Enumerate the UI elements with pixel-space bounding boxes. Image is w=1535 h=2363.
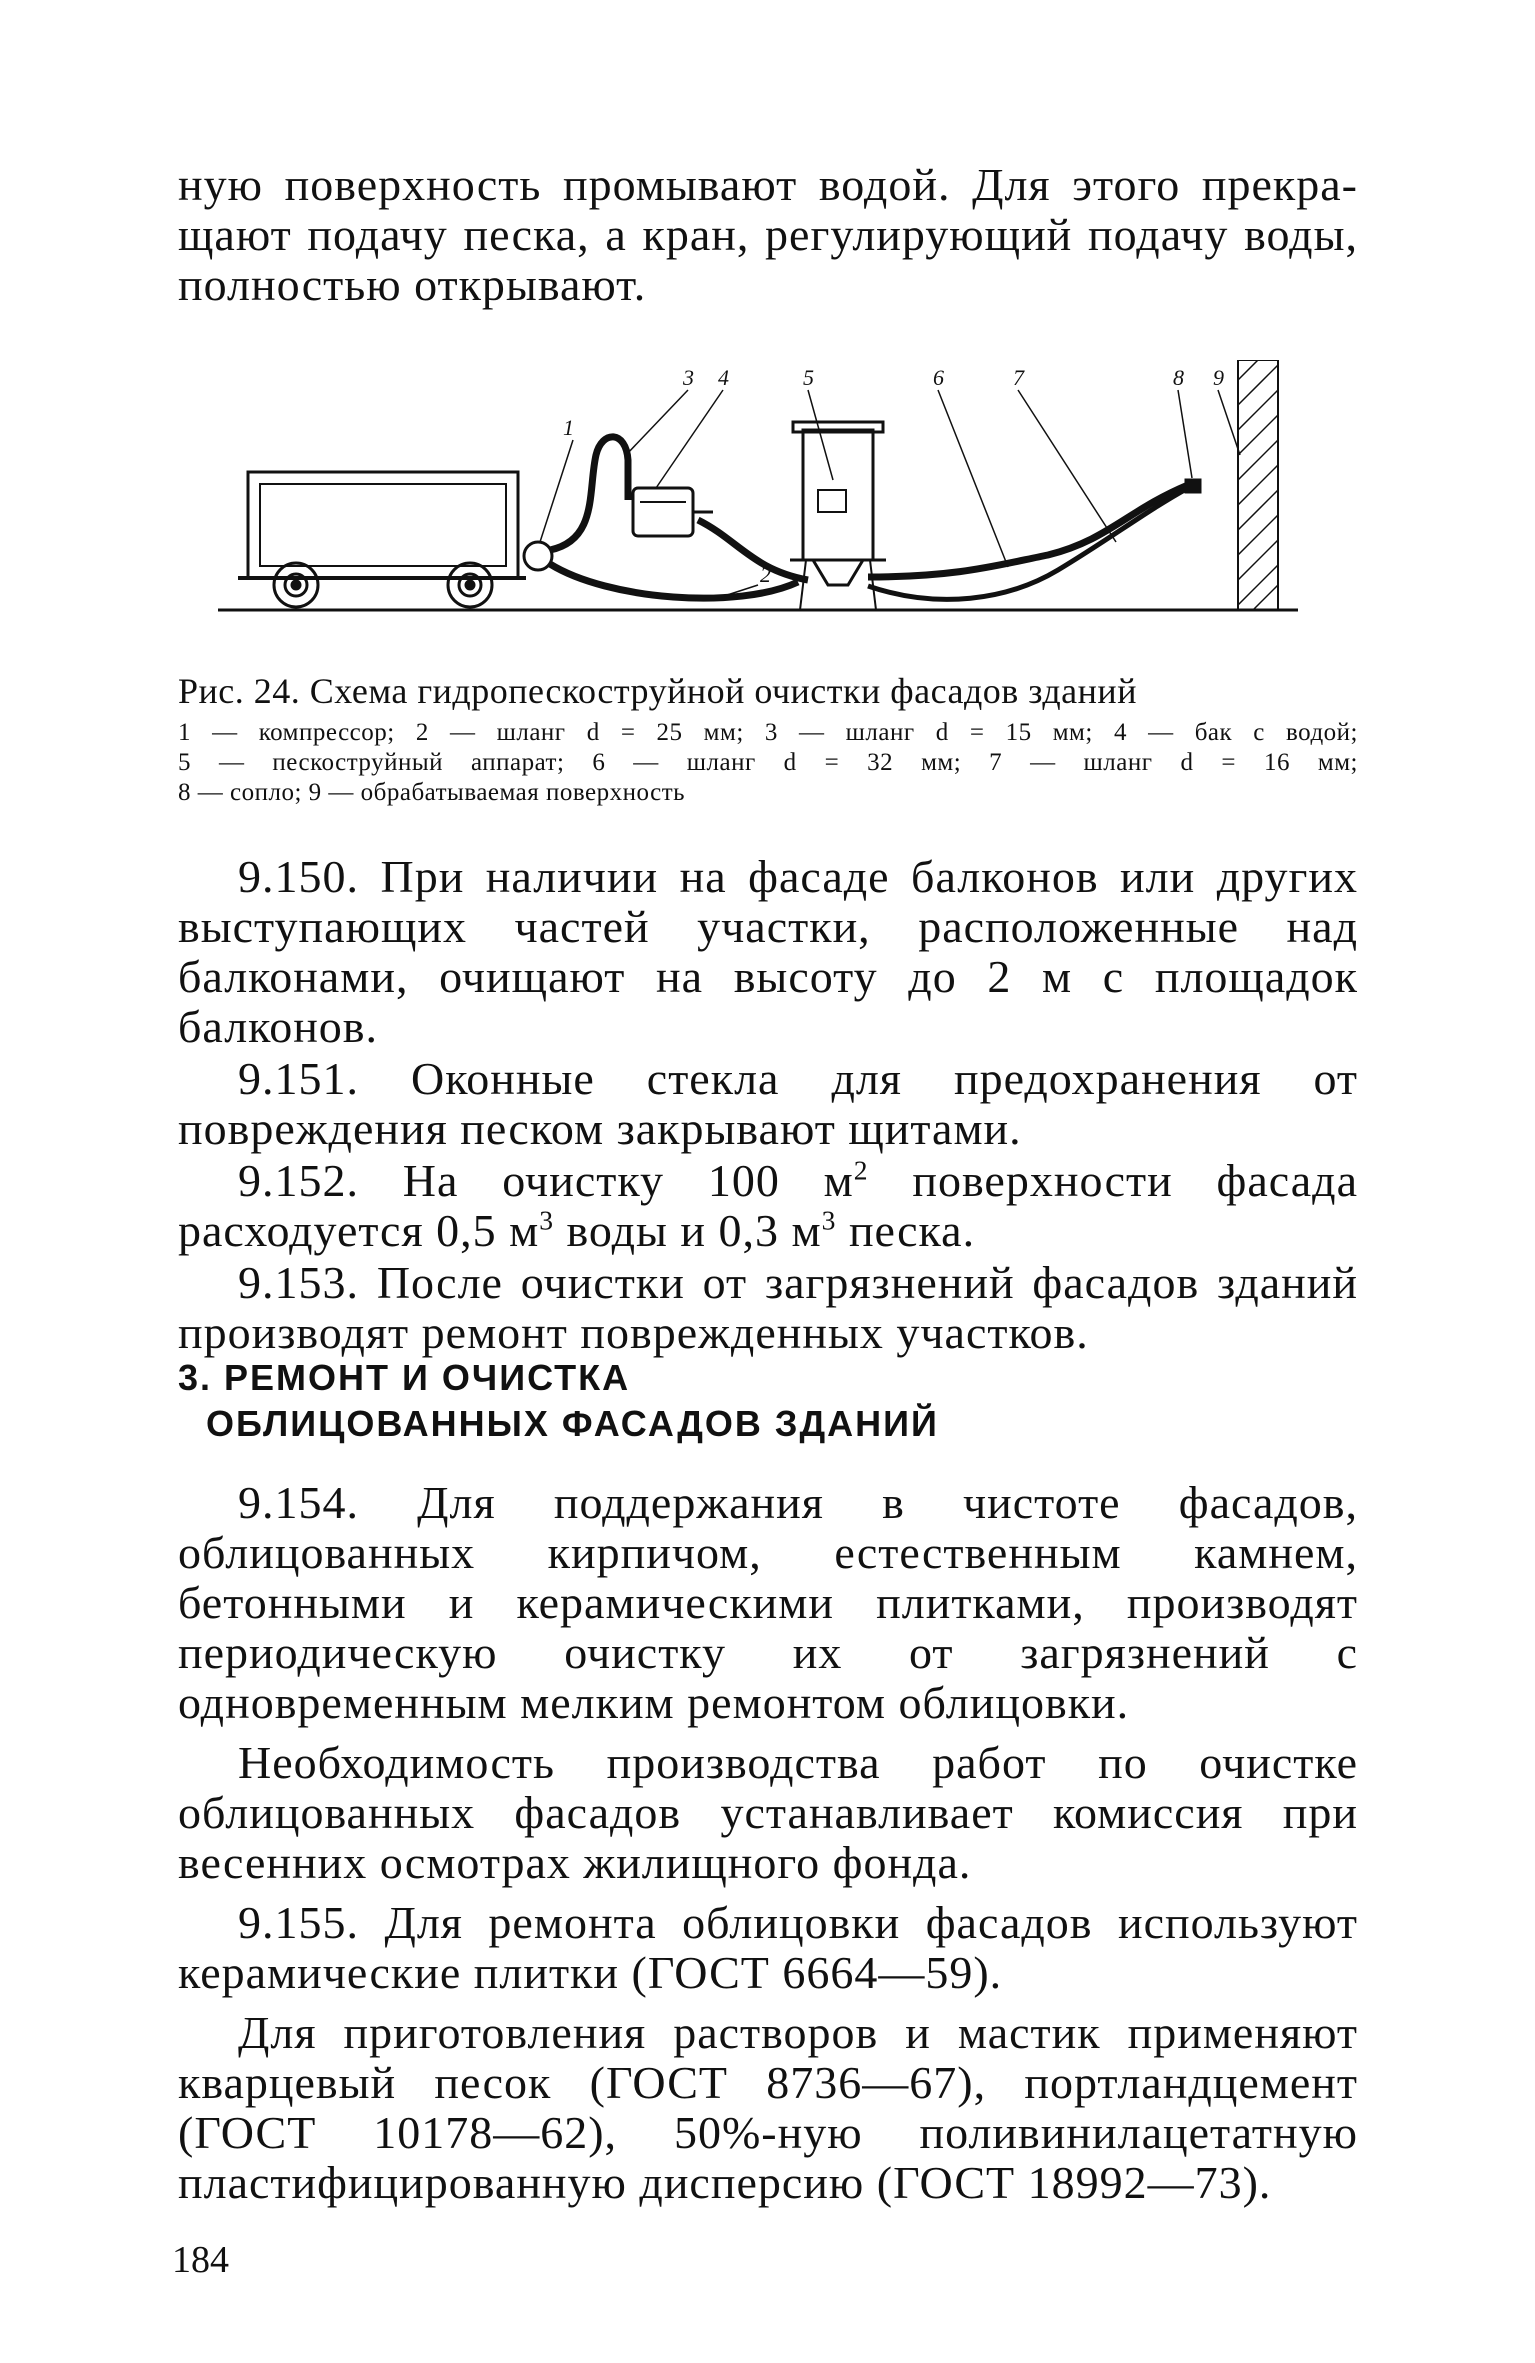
figure-label-2: 2	[760, 562, 771, 587]
paragraph-materials: Для приготовления растворов и мастик применяют кварцевый песок (ГОСТ 8736—67), портландцемент (ГОСТ 10178—62), 50%-ную поливинилацетатную пластифицированную дисперсию (ГОСТ 18992—73).	[178, 2007, 1358, 2208]
hydro-sandblasting-diagram	[178, 360, 1318, 630]
compressor	[524, 542, 552, 570]
caption-title: Рис. 24. Схема гидропескоструйной очистки фасадов зданий	[178, 671, 1137, 711]
intro-line-1: ную поверхность промывают водой. Для этого прекра-	[178, 159, 1358, 210]
figure-label-7: 7	[1013, 365, 1024, 390]
figure-label-5: 5	[803, 365, 814, 390]
paragraphs-section-1	[178, 852, 1358, 1358]
nozzle	[1186, 480, 1200, 492]
section-heading-line-1: 3. РЕМОНТ И ОЧИСТКА	[178, 1357, 631, 1398]
paragraph-9-152-part-b: поверхности фасада расходуется 0,5 м	[178, 1155, 1359, 1256]
superscript-3b: 3	[821, 1204, 837, 1236]
paragraph-9-152-part-c: воды и 0,3 м	[554, 1205, 822, 1256]
figure-label-6: 6	[933, 365, 944, 390]
figure-label-4: 4	[718, 365, 729, 390]
hose-from-tank	[698, 520, 808, 580]
hose-6	[868, 485, 1188, 577]
caption-legend-line-2: 5 — пескоструйный аппарат; 6 — шланг d = 32 мм; 7 — шланг d = 16 мм;	[178, 749, 1358, 776]
figure-label-1: 1	[563, 415, 574, 440]
water-tank	[633, 488, 693, 536]
intro-line-3: полностью открывают.	[178, 259, 647, 310]
superscript-2: 2	[853, 1154, 869, 1186]
paragraph-9-155: 9.155. Для ремонта облицовки фасадов используют керамические плитки (ГОСТ 6664—59).	[178, 1897, 1358, 1998]
paragraph-9-152-part-d: песка.	[836, 1205, 976, 1256]
trailer-inner	[260, 484, 506, 566]
paragraph-9-151: 9.151. Оконные стекла для предохранения от повреждения песком закрывают щитами.	[178, 1053, 1358, 1154]
intro-line-2: щают подачу песка, а кран, регулирующий подачу воды,	[178, 209, 1358, 260]
section-heading-line-2: ОБЛИЦОВАННЫХ ФАСАДОВ ЗДАНИЙ	[206, 1403, 939, 1444]
figure-label-3: 3	[683, 365, 694, 390]
intro-paragraph	[178, 160, 1358, 310]
sandblaster	[803, 430, 873, 560]
figure-caption	[178, 670, 1358, 808]
figure-label-9: 9	[1213, 365, 1224, 390]
trailer-body	[248, 472, 518, 578]
paragraph-commission: Необходимость производства работ по очистке облицованных фасадов устанавливает комиссия при весенних осмотрах жилищного фонда.	[178, 1737, 1358, 1888]
paragraph-9-150: 9.150. При наличии на фасаде балконов или других выступающих частей участки, расположенные над балконами, очищают на высоту до 2 м с площадок балконов.	[178, 851, 1358, 1052]
paragraph-9-152-part-a: 9.152. На очистку 100 м	[238, 1155, 854, 1206]
caption-legend-line-3: 8 — сопло; 9 — обрабатываемая поверхность	[178, 779, 686, 806]
caption-legend-line-1: 1 — компрессор; 2 — шланг d = 25 мм; 3 — шланг d = 15 мм; 4 — бак с водой;	[178, 719, 1358, 746]
superscript-3a: 3	[539, 1204, 555, 1236]
paragraph-9-153: 9.153. После очистки от загрязнений фасадов зданий производят ремонт поврежденных участков.	[178, 1257, 1358, 1358]
paragraphs-section-2	[178, 1478, 1358, 2208]
hose-7	[868, 488, 1188, 599]
paragraph-9-154: 9.154. Для поддержания в чистоте фасадов, облицованных кирпичом, естественным камнем, бетонными и керамическими плитками, производят периодическую очистку их от загрязнений с одновременным мелким ремонтом облицовки.	[178, 1477, 1358, 1728]
section-heading	[178, 1355, 1358, 1447]
hose-3	[550, 437, 628, 550]
figure-label-8: 8	[1173, 365, 1184, 390]
paragraph-9-152	[178, 1156, 1358, 1256]
page-number: 184	[172, 2239, 229, 2281]
